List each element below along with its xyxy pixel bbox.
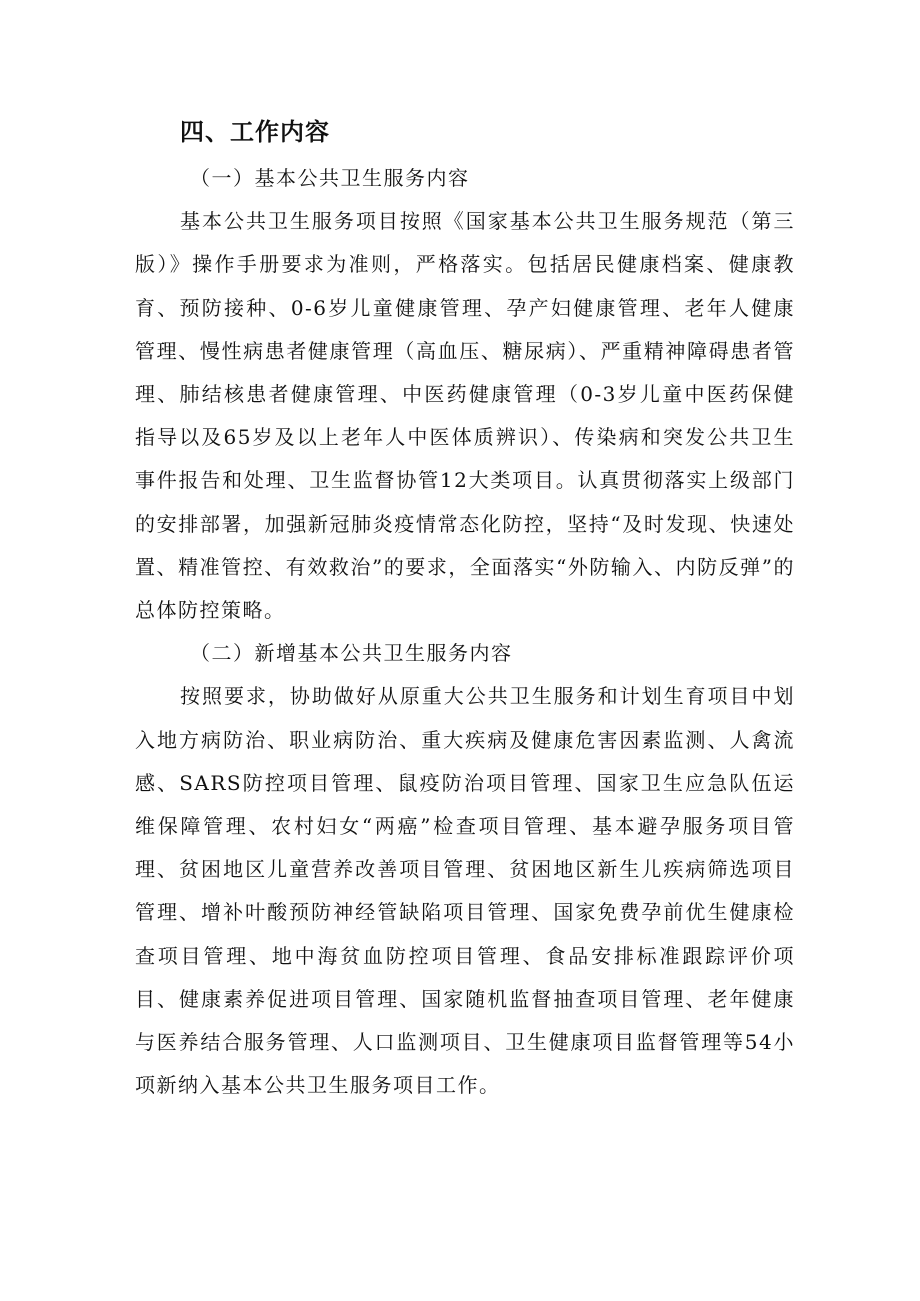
section-heading: 四、工作内容 xyxy=(180,118,330,146)
document-body xyxy=(135,157,795,1107)
subsection-heading-new-services: （二）新增基本公共卫生服务内容 xyxy=(190,641,513,666)
paragraph-basic-services: 基本公共卫生服务项目按照《国家基本公共卫生服务规范（第三版）》操作手册要求为准则，严格落实。包括居民健康档案、健康教育、预防接种、0-6岁儿童健康管理、孕产妇健康管理、老年人健康管理、慢性病患者健康管理（高血压、糖尿病）、严重精神障碍患者管理、肺结核患者健康管理、中医药健康管理（0-3岁儿童中医药保健指导以及65岁及以上老年人中医体质辨识）、传染病和突发公共卫生事件报告和处理、卫生监督协管12大类项目。认真贯彻落实上级部门的安排部署，加强新冠肺炎疫情常态化防控，坚持“及时发现、快速处置、精准管控、有效救治”的要求，全面落实“外防输入、内防反弹”的总体防控策略。 xyxy=(135,209,795,623)
subsection-heading-basic-services: （一）基本公共卫生服务内容 xyxy=(190,166,470,190)
paragraph-new-services: 按照要求，协助做好从原重大公共卫生服务和计划生育项目中划入地方病防治、职业病防治、重大疾病及健康危害因素监测、人禽流感、SARS防控项目管理、鼠疫防治项目管理、国家卫生应急队伍运维保障管理、农村妇女“两癌”检查项目管理、基本避孕服务项目管理、贫困地区儿童营养改善项目管理、贫困地区新生儿疾病筛选项目管理、增补叶酸预防神经管缺陷项目管理、国家免费孕前优生健康检查项目管理、地中海贫血防控项目管理、食品安排标准跟踪评价项目、健康素养促进项目管理、国家随机监督抽查项目管理、老年健康与医养结合服务管理、人口监测项目、卫生健康项目监督管理等54小项新纳入基本公共卫生服务项目工作。 xyxy=(135,684,795,1098)
